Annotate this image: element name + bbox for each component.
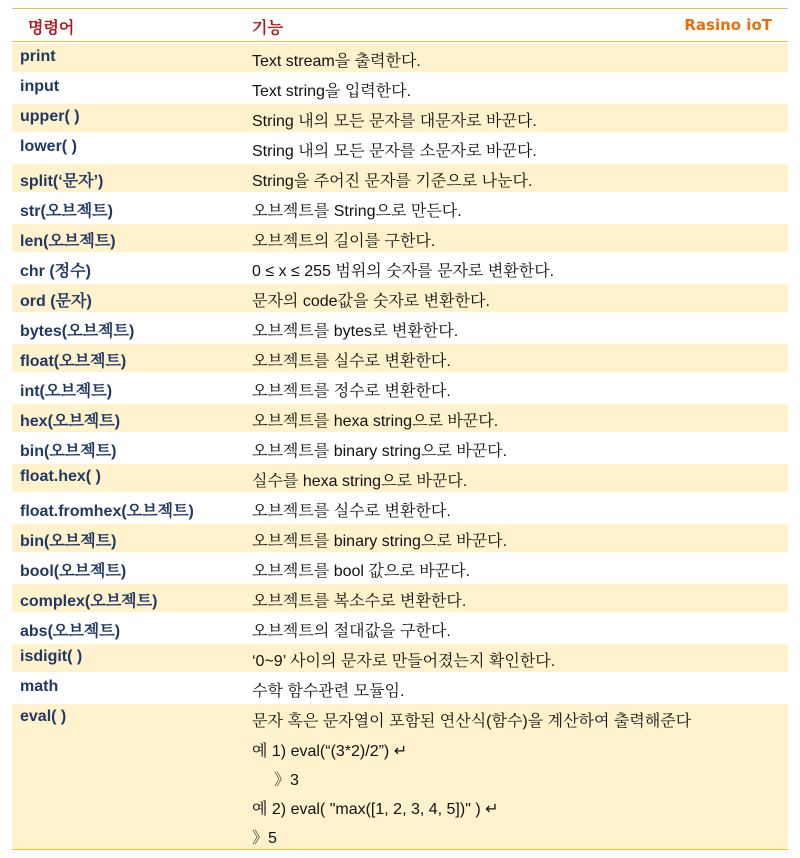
command-cell: chr (정수) bbox=[20, 263, 91, 280]
table-header bbox=[12, 8, 788, 42]
command-cell: float.hex( ) bbox=[20, 468, 101, 485]
command-cell: str(오브젝트) bbox=[20, 203, 113, 220]
command-cell: float(오브젝트) bbox=[20, 353, 127, 370]
table-row-eval bbox=[12, 704, 788, 850]
table-row bbox=[12, 314, 788, 342]
command-cell: bin(오브젝트) bbox=[20, 533, 117, 550]
function-cell: 오브젝트를 복소수로 변환한다. bbox=[252, 593, 467, 610]
table-row bbox=[12, 674, 788, 702]
command-cell: bytes(오브젝트) bbox=[20, 323, 135, 340]
function-cell: ‘0~9’ 사이의 문자로 만들어졌는지 확인한다. bbox=[252, 653, 556, 670]
command-cell: upper( ) bbox=[20, 108, 80, 125]
table-row bbox=[12, 584, 788, 612]
table-row bbox=[12, 224, 788, 252]
command-cell: input bbox=[20, 78, 60, 95]
eval-result-1: 》3 bbox=[274, 772, 299, 789]
table-row bbox=[12, 404, 788, 432]
command-cell: complex(오브젝트) bbox=[20, 593, 158, 610]
function-cell: 실수를 hexa string으로 바꾼다. bbox=[252, 473, 468, 490]
command-cell: lower( ) bbox=[20, 138, 77, 155]
command-cell: split(‘문자’) bbox=[20, 173, 104, 190]
eval-result-2: 》5 bbox=[252, 830, 277, 847]
command-cell: len(오브젝트) bbox=[20, 233, 116, 250]
table-row bbox=[12, 104, 788, 132]
table-row bbox=[12, 464, 788, 492]
table-row bbox=[12, 524, 788, 552]
function-cell: 오브젝트의 절대값을 구한다. bbox=[252, 623, 451, 640]
function-cell: String 내의 모든 문자를 소문자로 바꾼다. bbox=[252, 143, 537, 160]
function-cell: Text stream을 출력한다. bbox=[252, 53, 421, 70]
command-cell: print bbox=[20, 48, 56, 65]
table-bottom-border bbox=[12, 849, 788, 850]
function-cell: 0 ≤ x ≤ 255 범위의 숫자를 문자로 변환한다. bbox=[252, 263, 555, 280]
command-cell: float.fromhex(오브젝트) bbox=[20, 503, 194, 520]
command-cell: hex(오브젝트) bbox=[20, 413, 121, 430]
function-cell: 오브젝트를 binary string으로 바꾼다. bbox=[252, 443, 508, 460]
function-cell: 오브젝트를 실수로 변환한다. bbox=[252, 353, 451, 370]
table-row bbox=[12, 74, 788, 102]
function-cell: 오브젝트를 정수로 변환한다. bbox=[252, 383, 451, 400]
command-cell: math bbox=[20, 678, 59, 695]
table-row bbox=[12, 554, 788, 582]
table-row bbox=[12, 344, 788, 372]
eval-desc-line: 문자 혹은 문자열이 포함된 연산식(함수)을 계산하여 출력해준다 bbox=[252, 713, 692, 730]
table-row bbox=[12, 494, 788, 522]
table-row bbox=[12, 614, 788, 642]
table-row bbox=[12, 284, 788, 312]
header-function: 기능 bbox=[252, 18, 283, 37]
table-row bbox=[12, 164, 788, 192]
table-row bbox=[12, 194, 788, 222]
command-cell: isdigit( ) bbox=[20, 648, 83, 665]
function-cell: 문자의 code값을 숫자로 변환한다. bbox=[252, 293, 490, 310]
header-command: 명령어 bbox=[28, 18, 75, 37]
function-cell: String을 주어진 문자를 기준으로 나눈다. bbox=[252, 173, 533, 190]
table-body bbox=[12, 44, 788, 702]
table-row bbox=[12, 644, 788, 672]
brand-label: Rasino ioT bbox=[684, 16, 772, 34]
table-row bbox=[12, 374, 788, 402]
function-cell: Text string을 입력한다. bbox=[252, 83, 412, 100]
function-cell: 수학 함수관련 모듈임. bbox=[252, 683, 405, 700]
function-cell: 오브젝트를 hexa string으로 바꾼다. bbox=[252, 413, 499, 430]
function-cell: 오브젝트를 bytes로 변환한다. bbox=[252, 323, 459, 340]
table-row bbox=[12, 44, 788, 72]
function-cell: 오브젝트를 binary string으로 바꾼다. bbox=[252, 533, 508, 550]
function-cell: 오브젝트를 String으로 만든다. bbox=[252, 203, 462, 220]
table-row bbox=[12, 254, 788, 282]
function-cell: 오브젝트를 bool 값으로 바꾼다. bbox=[252, 563, 471, 580]
eval-example-1: 예 1) eval(“(3*2)/2”) ↵ bbox=[252, 743, 408, 760]
command-cell: abs(오브젝트) bbox=[20, 623, 121, 640]
table-row bbox=[12, 434, 788, 462]
command-cell: eval( ) bbox=[20, 708, 67, 725]
command-cell: bool(오브젝트) bbox=[20, 563, 127, 580]
command-table bbox=[12, 8, 788, 850]
command-cell: int(오브젝트) bbox=[20, 383, 113, 400]
eval-example-2: 예 2) eval( "max([1, 2, 3, 4, 5])" ) ↵ bbox=[252, 801, 499, 818]
function-cell: 오브젝트를 실수로 변환한다. bbox=[252, 503, 451, 520]
command-cell: bin(오브젝트) bbox=[20, 443, 117, 460]
function-cell: 오브젝트의 길이를 구한다. bbox=[252, 233, 436, 250]
command-cell: ord (문자) bbox=[20, 293, 92, 310]
table-row bbox=[12, 134, 788, 162]
function-cell: String 내의 모든 문자를 대문자로 바꾼다. bbox=[252, 113, 537, 130]
